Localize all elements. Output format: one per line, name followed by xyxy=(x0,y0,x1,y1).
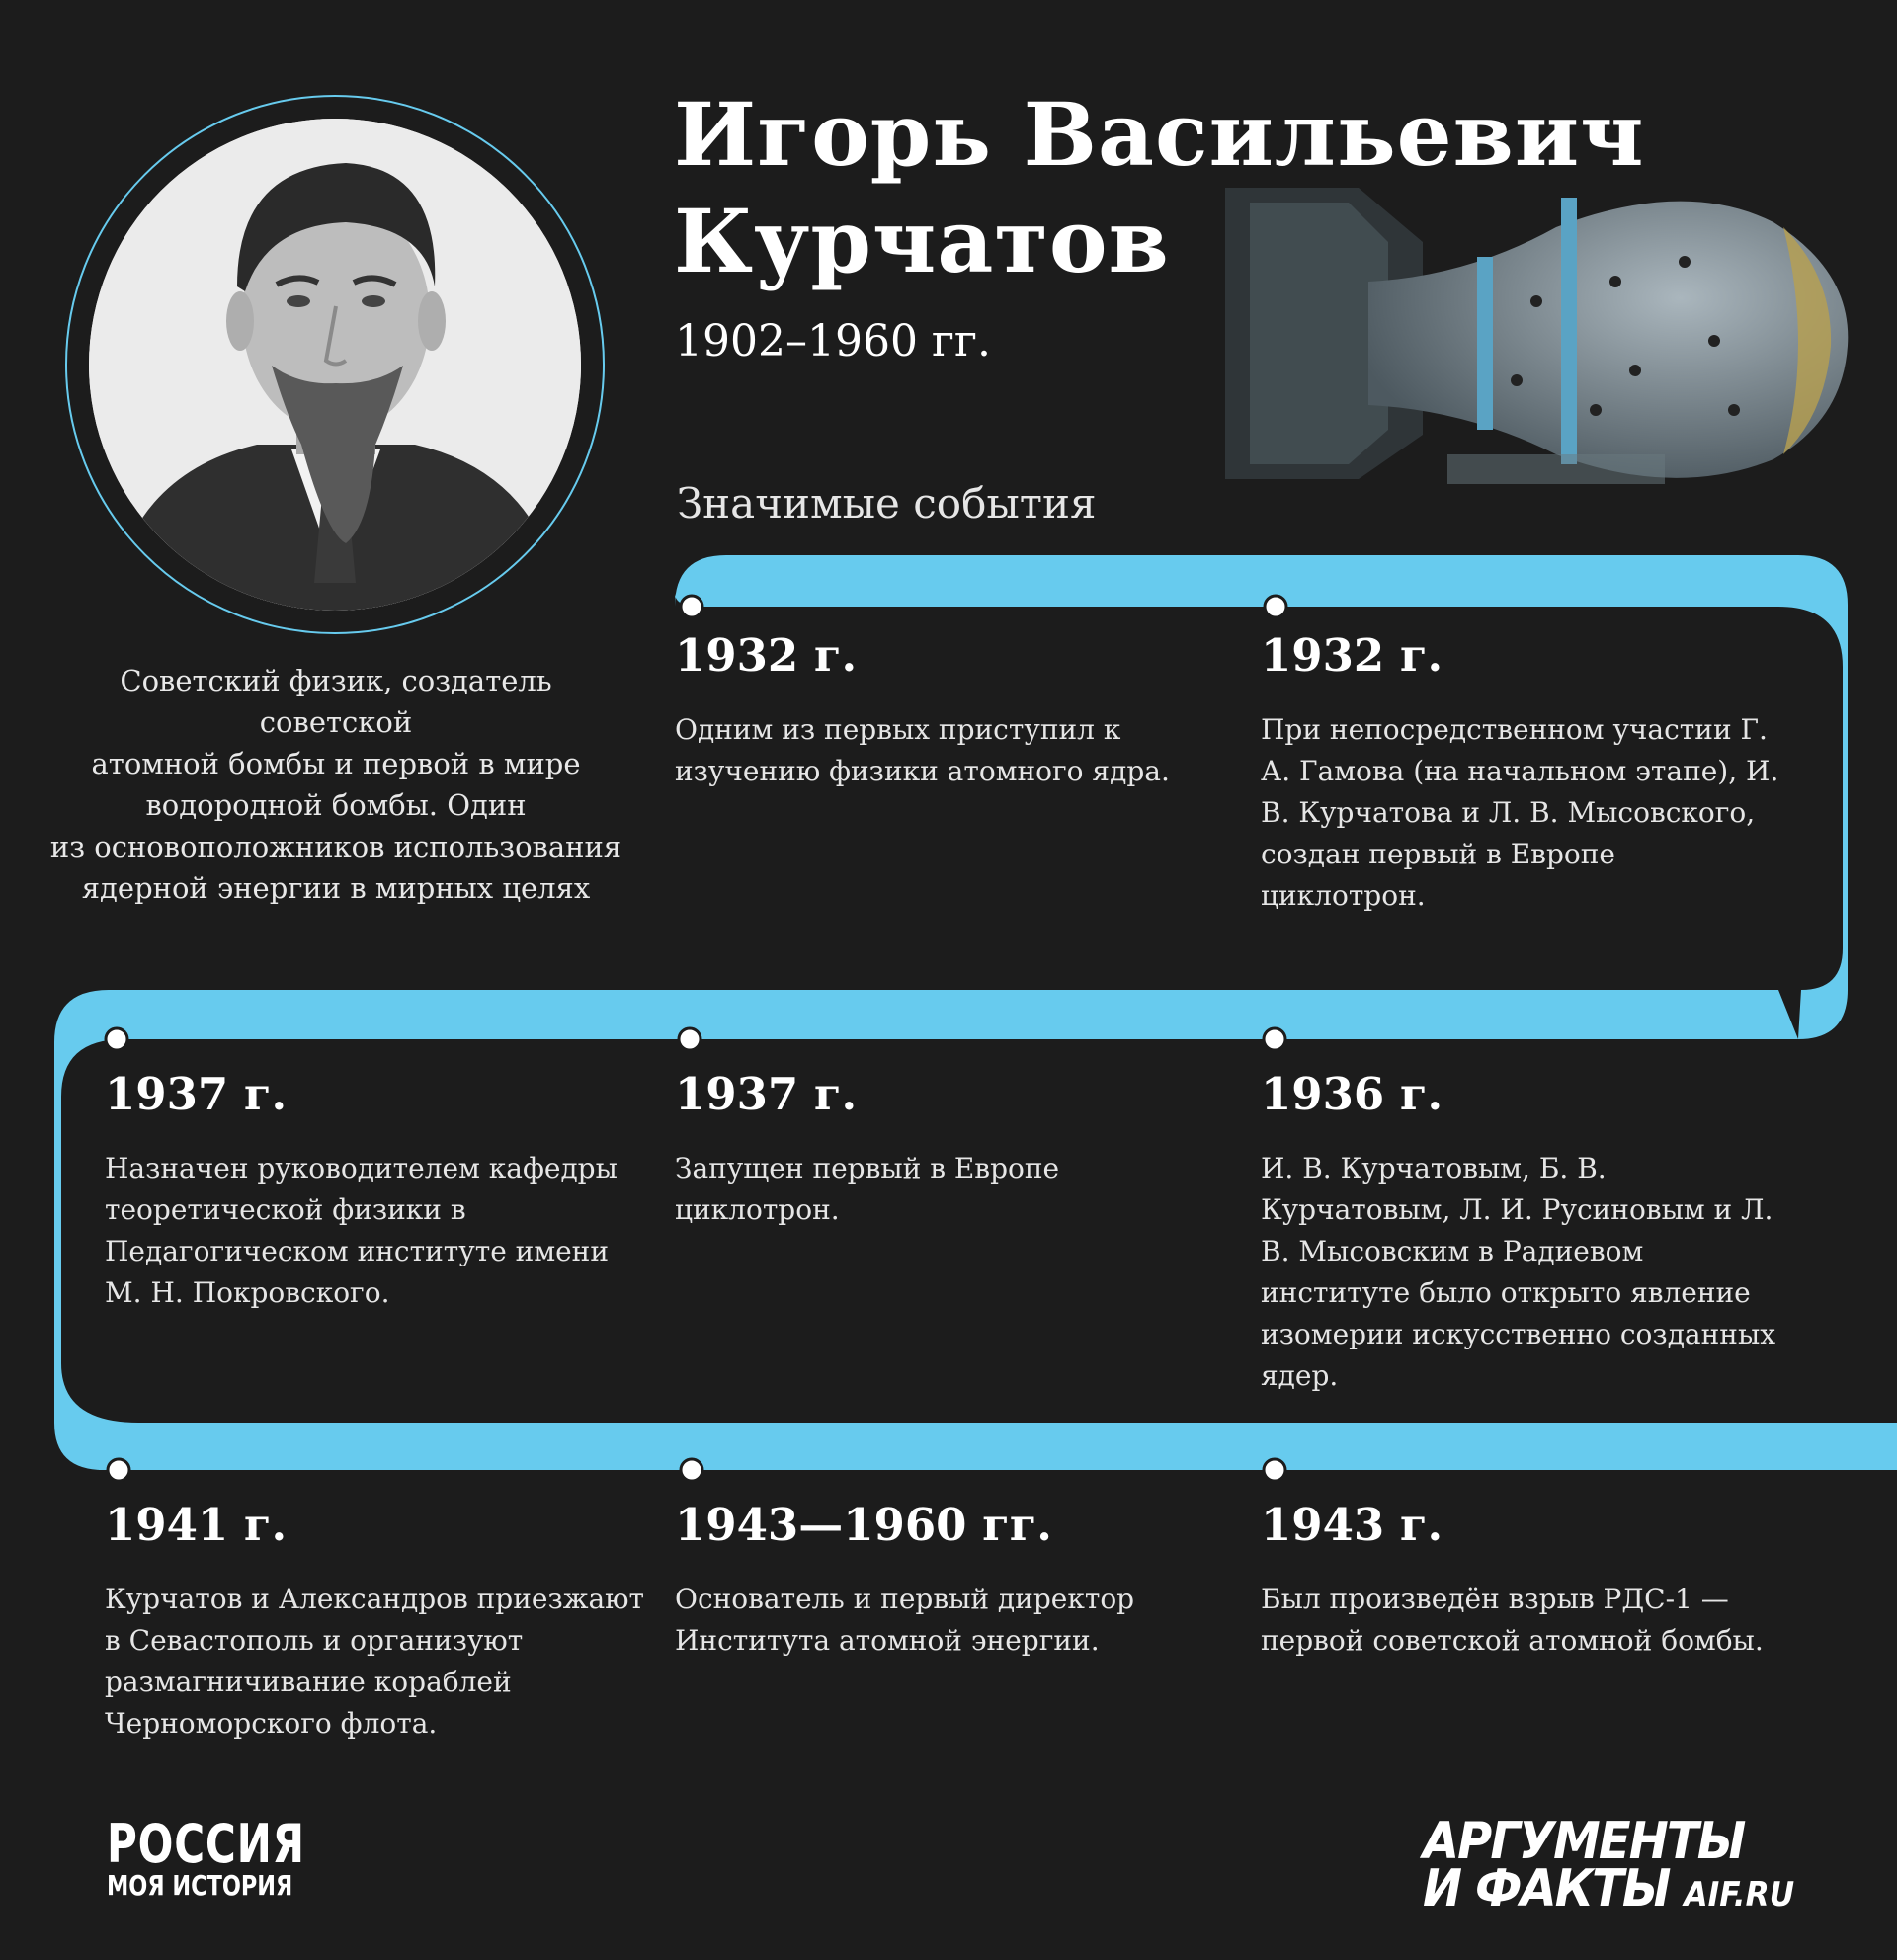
timeline-marker xyxy=(681,596,702,617)
intro-line: из основоположников использования xyxy=(49,830,622,863)
timeline-marker xyxy=(1265,596,1286,617)
logo-text xyxy=(1423,1859,1795,1919)
event-year: 1936 г. xyxy=(1261,1068,1443,1120)
event-year: 1943—1960 гг. xyxy=(675,1499,1052,1551)
section-title: Значимые события xyxy=(677,479,1097,528)
timeline-marker xyxy=(679,1028,701,1050)
event-year: 1932 г. xyxy=(1261,629,1443,682)
logo-text: РОССИЯ xyxy=(107,1813,305,1875)
title-line-2: Курчатов xyxy=(674,190,1170,292)
event-text: Запущен первый в Европе циклотрон. xyxy=(675,1152,1060,1226)
timeline-event xyxy=(675,628,1189,792)
timeline-marker xyxy=(681,1459,702,1481)
timeline-event xyxy=(1261,1067,1774,1397)
event-year: 1937 г. xyxy=(105,1068,288,1120)
event-year: 1943 г. xyxy=(1261,1499,1443,1551)
event-text: При непосредственном участии Г. А. Гамова (на начальном этапе), И. В. Курчатова и Л. В. Мысовского, создан первый в Европе циклотрон. xyxy=(1261,713,1779,912)
event-text: Был произведён взрыв РДС-1 — первой советской атомной бомбы. xyxy=(1261,1583,1764,1657)
timeline-marker xyxy=(108,1459,129,1481)
event-text: Основатель и первый директор Института атомной энергии. xyxy=(675,1583,1135,1657)
timeline-event xyxy=(1261,628,1779,917)
event-year: 1937 г. xyxy=(675,1068,858,1120)
portrait-photo xyxy=(89,119,581,611)
aif-logo xyxy=(1423,1812,1798,1919)
intro-line: атомной бомбы и первой в мире xyxy=(91,747,581,780)
event-year: 1932 г. xyxy=(675,629,858,682)
event-year: 1941 г. xyxy=(105,1499,288,1551)
timeline-marker xyxy=(1264,1459,1285,1481)
timeline-marker xyxy=(106,1028,127,1050)
timeline-event xyxy=(675,1498,1189,1662)
event-text: Одним из первых приступил к изучению физики атомного ядра. xyxy=(675,713,1170,787)
timeline-event xyxy=(105,1498,645,1745)
timeline-band-3 xyxy=(99,1423,1897,1470)
timeline-event xyxy=(1261,1498,1774,1662)
timeline-marker xyxy=(1264,1028,1285,1050)
logo-text: И ФАКТЫ xyxy=(1423,1859,1670,1919)
event-text: И. В. Курчатовым, Б. В. Курчатовым, Л. И. Русиновым и Л. В. Мысовским в Радиевом институте было открыто явление изомерии искусственно созданных ядер. xyxy=(1261,1152,1776,1392)
event-text: Курчатов и Александров приезжают в Севастополь и организуют размагничивание кораблей Черноморского флота. xyxy=(105,1583,645,1740)
russia-my-history-logo xyxy=(107,1813,305,1902)
atomic-bomb-illustration xyxy=(1220,183,1853,494)
logo-text: МОЯ ИСТОРИЯ xyxy=(107,1869,293,1902)
life-years: 1902–1960 гг. xyxy=(675,316,992,367)
intro-line: ядерной энергии в мирных целях xyxy=(81,871,591,905)
intro-line: водородной бомбы. Один xyxy=(145,788,527,822)
title-line-1: Игорь Васильевич xyxy=(674,83,1645,186)
event-text: Назначен руководителем кафедры теоретической физики в Педагогическом институте имени М. Н. Покровского. xyxy=(105,1152,618,1309)
logo-text: АРГУМЕНТЫ xyxy=(1423,1812,1745,1871)
intro-text xyxy=(49,660,622,909)
timeline-event xyxy=(675,1067,1189,1231)
logo-domain: AIF.RU xyxy=(1684,1875,1795,1915)
intro-line: Советский физик, создатель советской xyxy=(120,664,552,739)
timeline-event xyxy=(105,1067,619,1314)
